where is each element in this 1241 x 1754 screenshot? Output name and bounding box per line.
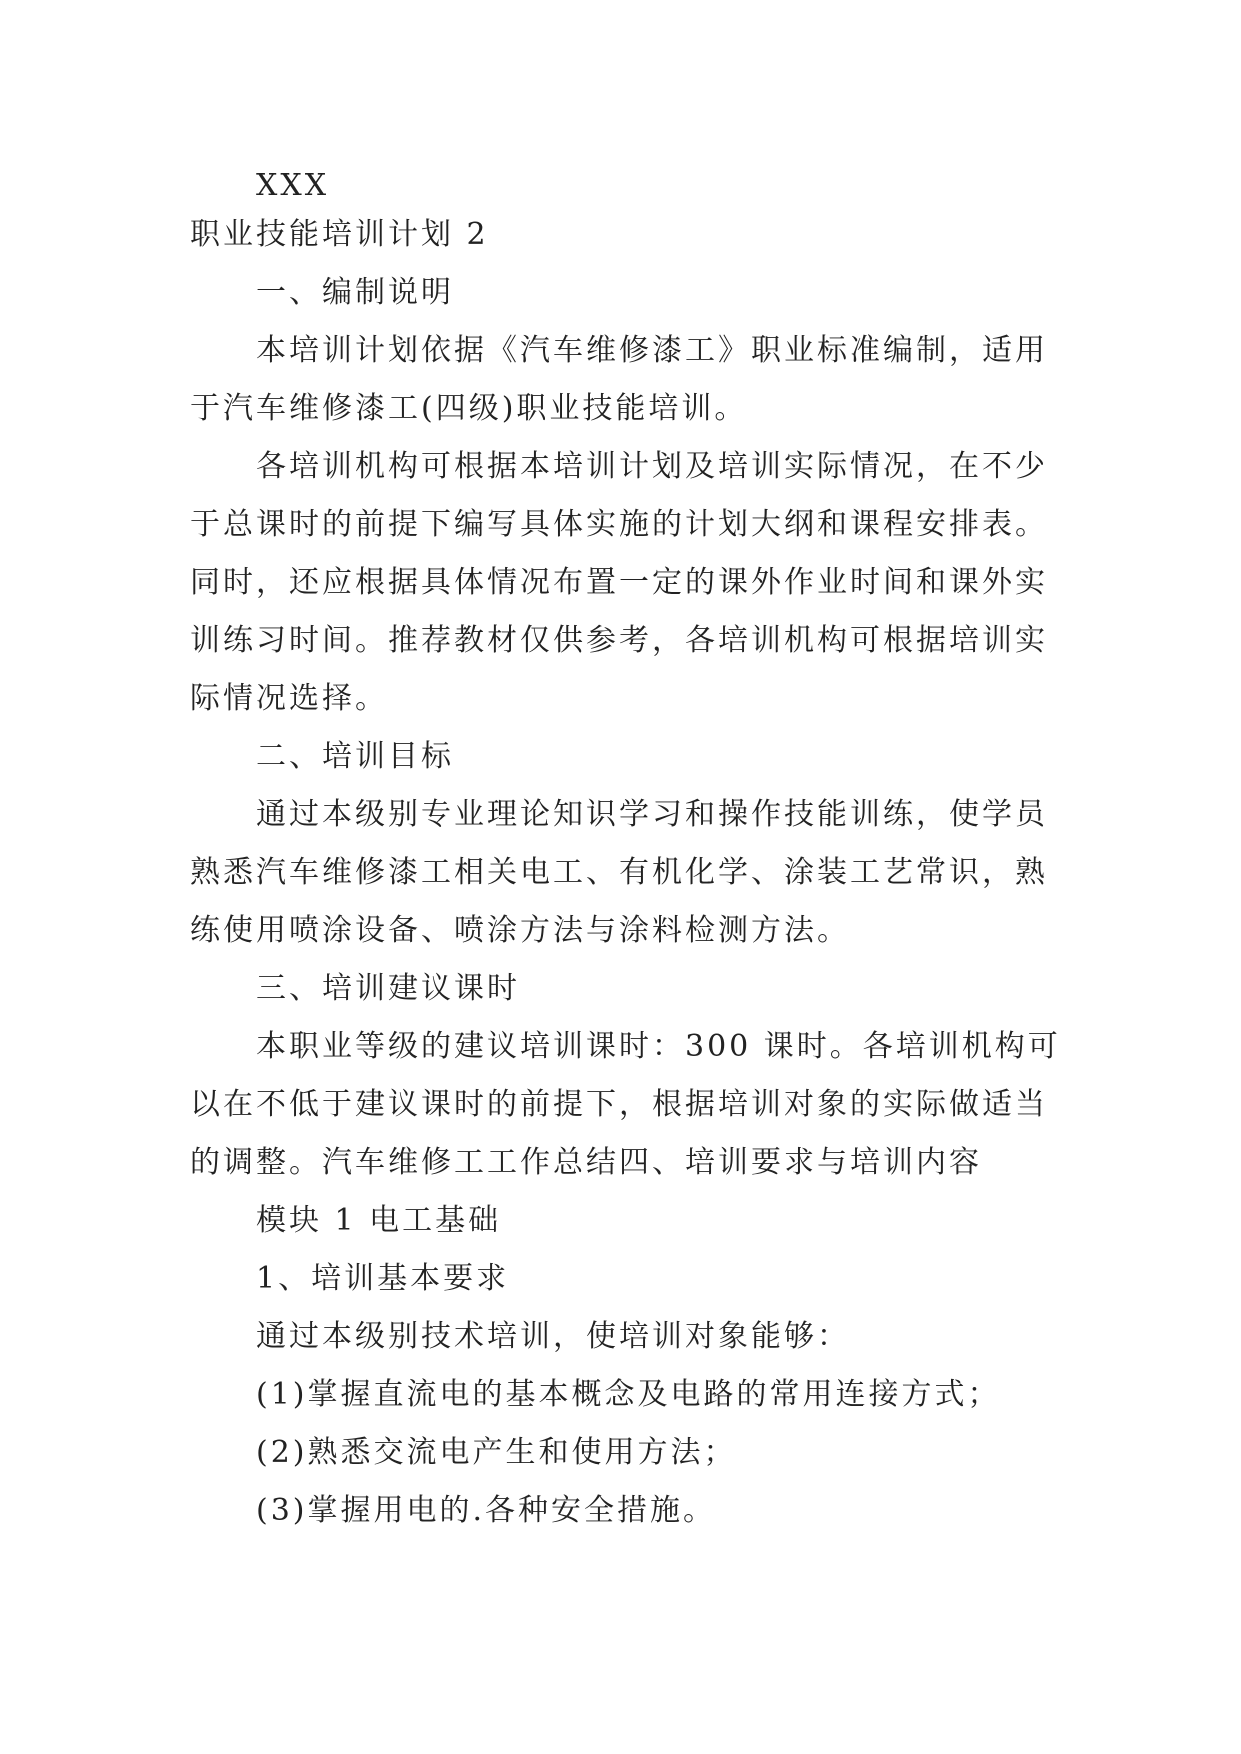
header-code: XXX (256, 168, 330, 203)
requirement-item: (3)掌握用电的.各种安全措施。 (256, 1493, 717, 1528)
document-body (190, 166, 1061, 1540)
paragraph-line: 训练习时间。推荐教材仅供参考，各培训机构可根据培训实 (190, 623, 1048, 658)
paragraph-line: 练使用喷涂设备、喷涂方法与涂料检测方法。 (190, 913, 850, 948)
paragraph-line: 以在不低于建议课时的前提下，根据培训对象的实际做适当 (190, 1087, 1048, 1122)
paragraph-line: 熟悉汽车维修漆工相关电工、有机化学、涂装工艺常识，熟 (190, 855, 1048, 890)
paragraph-line: 通过本级别专业理论知识学习和操作技能训练，使学员 (256, 797, 1048, 832)
paragraph-line: 际情况选择。 (190, 681, 388, 716)
paragraph-line: 本培训计划依据《汽车维修漆工》职业标准编制，适用 (256, 333, 1048, 368)
section-heading-1: 一、编制说明 (256, 275, 454, 310)
paragraph-line: 同时，还应根据具体情况布置一定的课外作业时间和课外实 (190, 565, 1048, 600)
paragraph-line: 于汽车维修漆工(四级)职业技能培训。 (190, 391, 748, 426)
paragraph-line: 的调整。汽车维修工工作总结四、培训要求与培训内容 (190, 1145, 982, 1180)
paragraph-line: 本职业等级的建议培训课时：300 课时。各培训机构可 (256, 1029, 1061, 1064)
module-heading: 模块 1 电工基础 (256, 1203, 502, 1238)
paragraph-line: 各培训机构可根据本培训计划及培训实际情况，在不少 (256, 449, 1048, 484)
section-heading-3: 三、培训建议课时 (256, 971, 520, 1006)
subsection-heading: 1、培训基本要求 (256, 1261, 510, 1296)
intro-line: 通过本级别技术培训，使培训对象能够： (256, 1319, 850, 1354)
section-heading-2: 二、培训目标 (256, 739, 454, 774)
paragraph-line: 于总课时的前提下编写具体实施的计划大纲和课程安排表。 (190, 507, 1048, 542)
requirement-item: (1)掌握直流电的基本概念及电路的常用连接方式； (256, 1377, 1001, 1412)
document-title: 职业技能培训计划 2 (190, 217, 489, 252)
requirement-item: (2)熟悉交流电产生和使用方法； (256, 1435, 737, 1470)
